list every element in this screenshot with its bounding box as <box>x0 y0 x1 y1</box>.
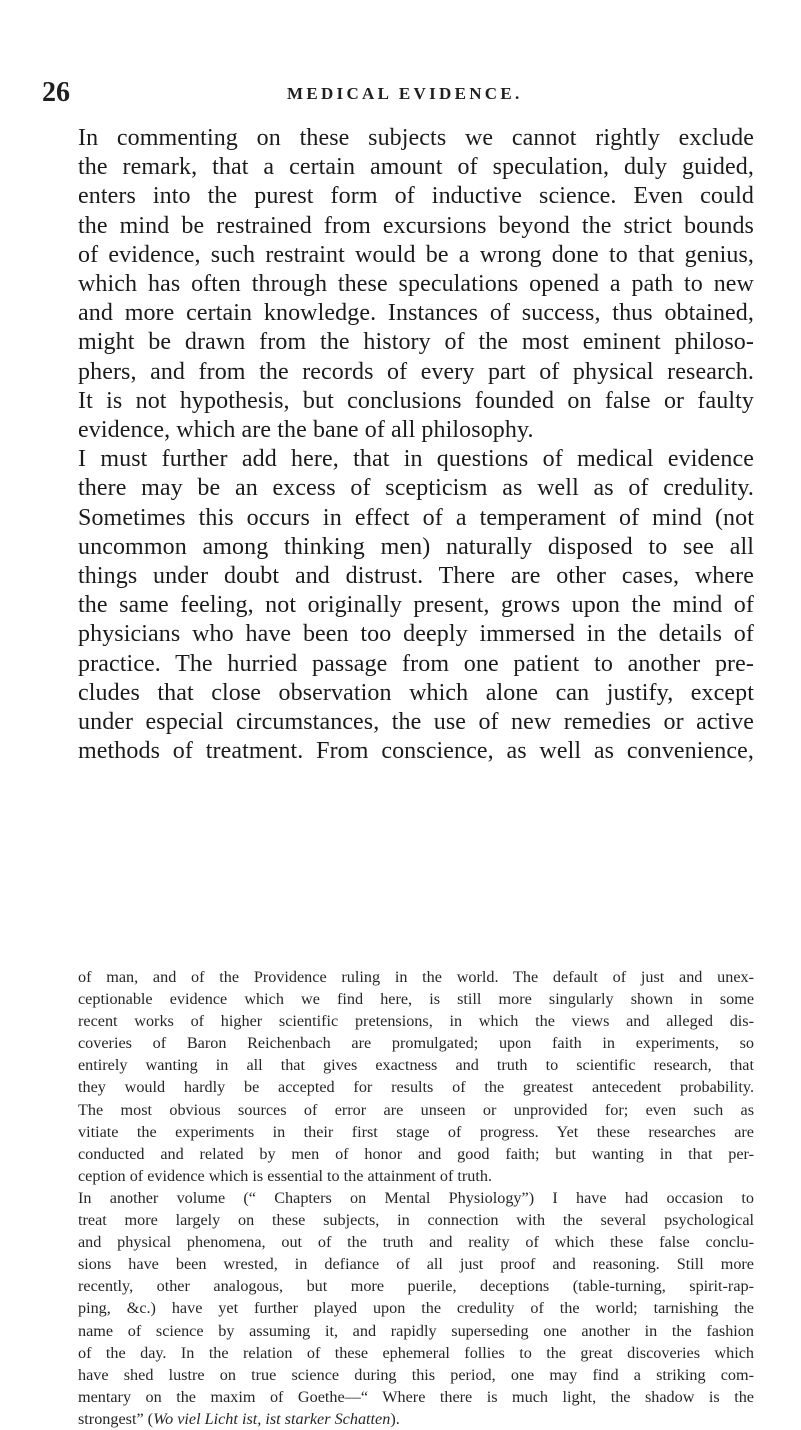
body-line: things under doubt and distrust. There are other cases, where <box>78 563 754 590</box>
footnote-line: In another volume (“ Chapters on Mental Physiology”) I have had occasion to <box>78 1188 754 1207</box>
footnote-line: conducted and related by men of honor and good faith; but wanting in that per- <box>78 1144 754 1163</box>
footnote-line: mentary on the maxim of Goethe—“ Where there is much light, the shadow is the <box>78 1387 754 1406</box>
footnote-line: and physical phenomena, out of the truth and reality of which these false conclu- <box>78 1233 754 1252</box>
footnote-line: entirely wanting in all that gives exactness and truth to scientific research, that <box>78 1056 754 1075</box>
body-line: Sometimes this occurs in effect of a temperament of mind (not <box>78 504 754 531</box>
footnote-line: sions have been wrested, in defiance of all just proof and reasoning. Still more <box>78 1255 754 1274</box>
running-head: MEDICAL EVIDENCE. <box>287 84 523 103</box>
footnote-line: ception of evidence which is essential to the attainment of truth. <box>78 1166 493 1185</box>
body-line: cludes that close observation which alone can justify, except <box>78 679 754 706</box>
body-line: the same feeling, not originally present, grows upon the mind of <box>78 592 754 619</box>
body-line: which has often through these speculations opened a path to new <box>78 271 754 298</box>
body-line: under especial circumstances, the use of new remedies or active <box>78 709 754 736</box>
footnote-last-prefix: strongest” ( <box>78 1409 154 1428</box>
footnote-line: The most obvious sources of error are unseen or unprovided for; even such as <box>78 1100 754 1119</box>
body-line: of evidence, such restraint would be a wrong done to that genius, <box>78 241 754 268</box>
footnote-line: of man, and of the Providence ruling in the world. The default of just and unex- <box>78 968 754 986</box>
footnote-last-line <box>78 1408 754 1430</box>
body-line: and more certain knowledge. Instances of success, thus obtained, <box>78 300 754 327</box>
body-line: the mind be restrained from excursions beyond the strict bounds <box>78 212 754 239</box>
body-line: there may be an excess of scepticism as well as of credulity. <box>78 475 754 502</box>
footnote-line: ceptionable evidence which we find here, is still more singularly shown in some <box>78 990 754 1009</box>
page-number: 26 <box>42 77 70 108</box>
body-line: In commenting on these subjects we cannot rightly exclude <box>78 125 754 151</box>
body-line: physicians who have been too deeply immersed in the details of <box>78 621 754 648</box>
footnote-line: name of science by assuming it, and rapidly superseding one another in the fashion <box>78 1321 754 1340</box>
body-line: the remark, that a certain amount of speculation, duly guided, <box>78 154 754 181</box>
body-line: enters into the purest form of inductive science. Even could <box>78 183 754 210</box>
body-line: evidence, which are the bane of all philosophy. <box>78 417 534 444</box>
body-line: might be drawn from the history of the most eminent philoso- <box>78 329 754 356</box>
footnote-line: recently, other analogous, but more puerile, deceptions (table-turning, spirit-rap- <box>78 1277 754 1296</box>
body-line: methods of treatment. From conscience, as well as convenience, <box>78 738 754 765</box>
body-line: uncommon among thinking men) naturally disposed to see all <box>78 533 754 560</box>
footnote-line: treat more largely on these subjects, in connection with the several psychological <box>78 1211 754 1230</box>
footnote-line: coveries of Baron Reichenbach are promulgated; upon faith in experiments, so <box>78 1034 754 1053</box>
body-line: I must further add here, that in questions of medical evidence <box>78 446 754 473</box>
footnote-line: recent works of higher scientific pretensions, in which the views and alleged dis- <box>78 1012 754 1031</box>
body-text <box>78 124 754 766</box>
footnote-last-suffix: ). <box>390 1409 400 1428</box>
body-line: It is not hypothesis, but conclusions founded on false or faulty <box>78 387 754 414</box>
page-header <box>42 78 752 108</box>
footnote <box>78 966 754 1430</box>
footnote-line: they would hardly be accepted for results of the greatest antecedent probability. <box>78 1078 754 1097</box>
footnote-line: of the day. In the relation of these ephemeral follies to the great discoveries which <box>78 1343 754 1362</box>
body-line: phers, and from the records of every part of physical research. <box>78 358 754 385</box>
footnote-line: vitiate the experiments in their first stage of progress. Yet these researches are <box>78 1122 754 1141</box>
footnote-line: ping, &c.) have yet further played upon the credulity of the world; tarnishing the <box>78 1299 754 1318</box>
body-line: practice. The hurried passage from one patient to another pre- <box>78 650 754 677</box>
goethe-quote-german: Wo viel Licht ist, ist starker Schatten <box>153 1409 391 1428</box>
footnote-line: have shed lustre on true science during this period, one may find a striking com- <box>78 1365 754 1384</box>
